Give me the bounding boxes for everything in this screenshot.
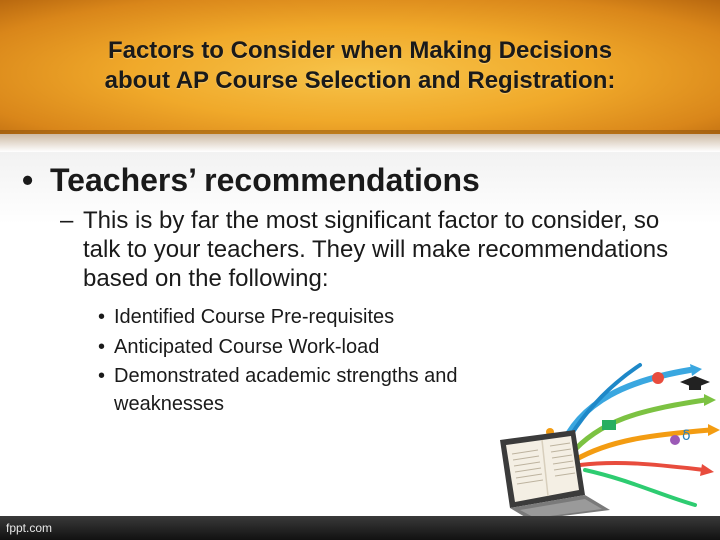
title-band [0, 0, 720, 134]
list-item [98, 362, 494, 418]
bullet-dot-icon: • [98, 336, 106, 358]
list-item-text: Anticipated Course Work-load [114, 336, 380, 358]
bullet-dot-icon: • [22, 162, 34, 198]
title-band-shadow [0, 130, 720, 152]
detail-list [98, 302, 498, 418]
main-bullet-text: Teachers’ recommendations [50, 162, 480, 198]
list-item-text: Identified Course Pre-requisites [114, 306, 395, 328]
laptop-illustration [490, 360, 720, 520]
graduation-cap-icon [680, 376, 710, 390]
sub-bullet-text: This is by far the most significant factor to consider, so talk to your teachers. They will make recommendations based on the following: [83, 207, 669, 292]
list-item [98, 302, 498, 332]
list-item [98, 332, 498, 362]
title-line-2: about AP Course Selection and Registration: [104, 67, 616, 94]
laptop-icon [500, 430, 610, 520]
main-bullet [22, 162, 480, 199]
title-line-1: Factors to Consider when Making Decisions [107, 37, 613, 64]
list-item-text: Demonstrated academic strengths and weaknesses [114, 365, 458, 415]
bullet-dot-icon: • [98, 306, 106, 328]
footer-bar [0, 516, 720, 540]
dash-icon: – [60, 207, 74, 234]
bullet-dot-icon: • [98, 365, 106, 387]
svg-text:δ: δ [682, 428, 691, 444]
slide-title [20, 36, 700, 96]
footer-brand: fppt.com [6, 521, 53, 535]
sub-bullet [60, 206, 700, 293]
